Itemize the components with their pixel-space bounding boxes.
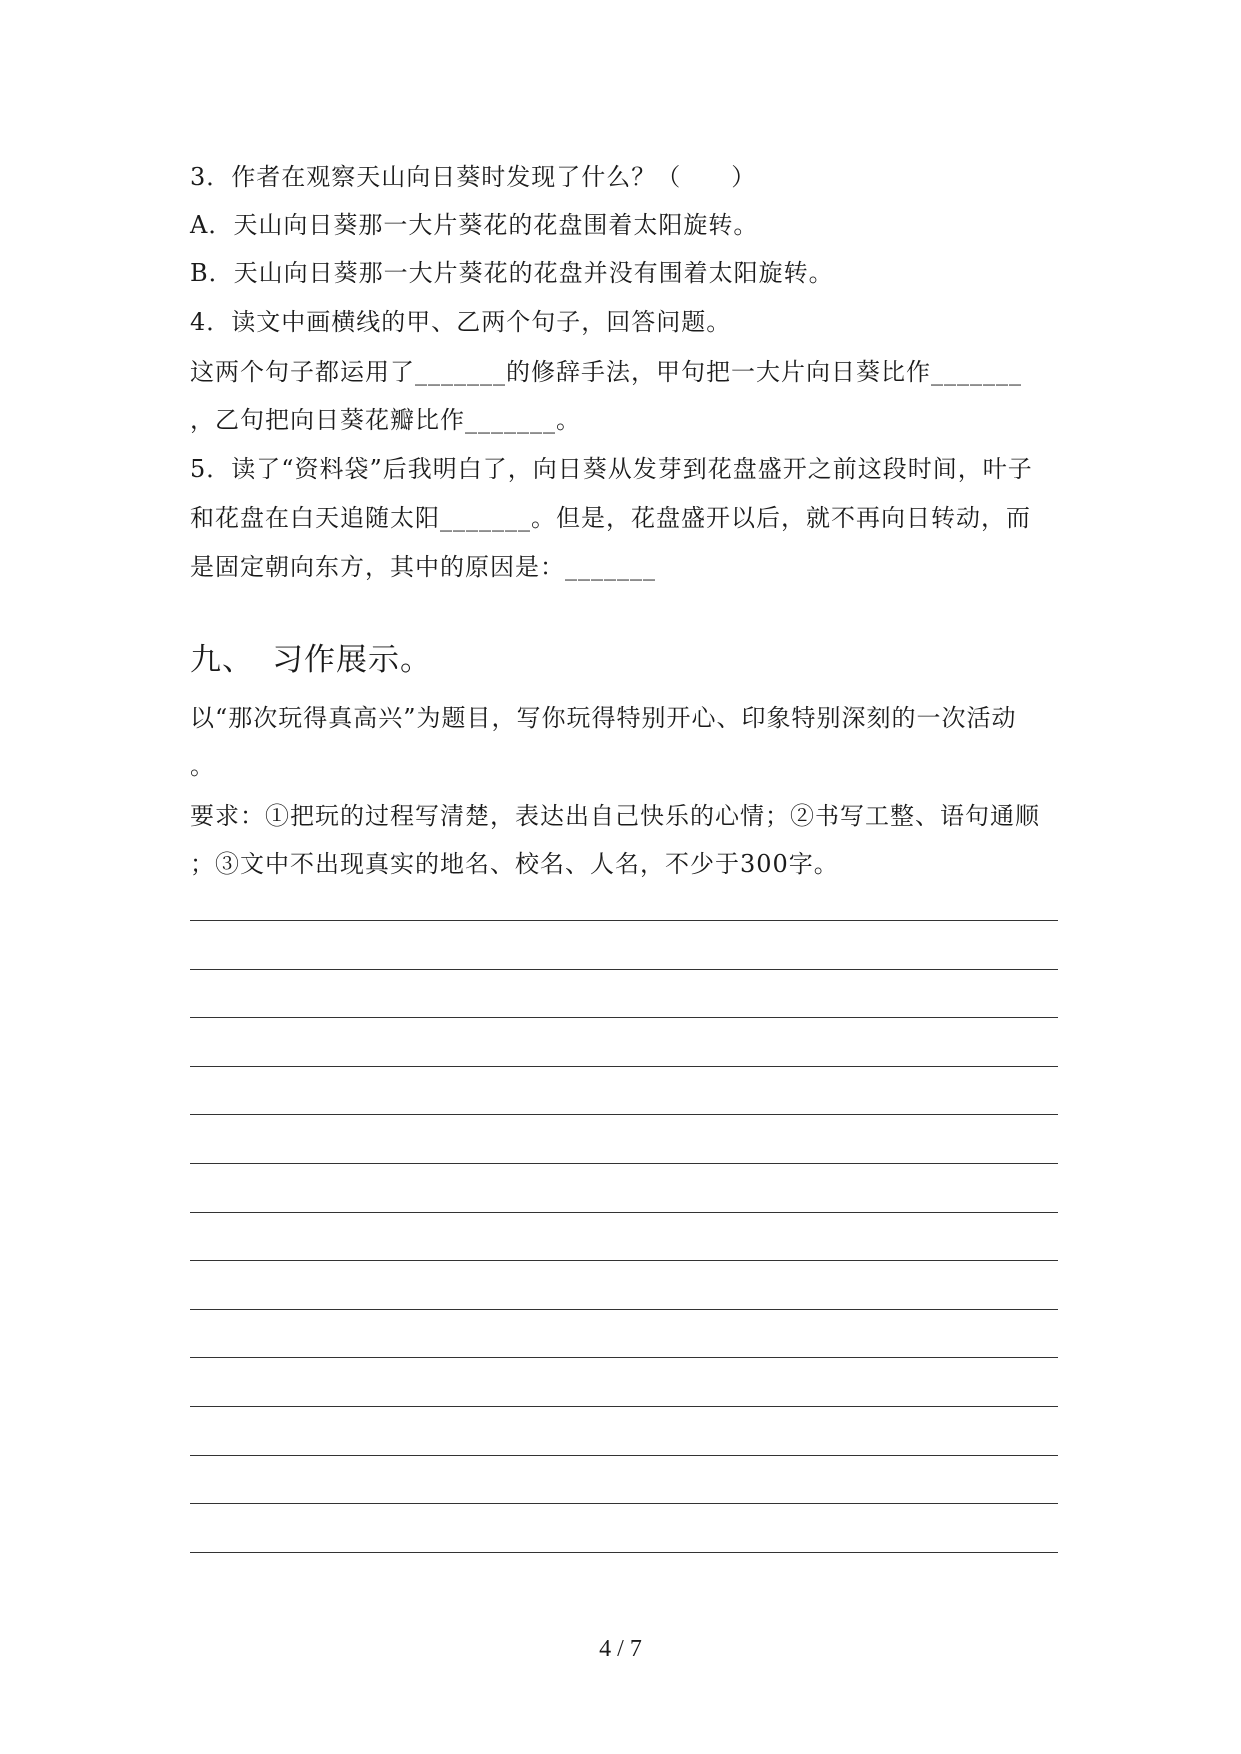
writing-line[interactable] <box>190 1552 1058 1553</box>
writing-line[interactable] <box>190 920 1058 921</box>
writing-line[interactable] <box>190 1017 1058 1018</box>
writing-line[interactable] <box>190 1260 1058 1261</box>
writing-line[interactable] <box>190 1114 1058 1115</box>
section-9-heading <box>190 641 432 679</box>
page-number: 4 / 7 <box>599 1636 642 1662</box>
question-3-option-a: A．天山向日葵那一大片葵花的花盘围着太阳旋转。 <box>190 211 759 239</box>
question-5-line-3: 是固定朝向东方，其中的原因是：_______ <box>190 553 656 581</box>
question-5-line-2: 和花盘在白天追随太阳_______。但是，花盘盛开以后，就不再向日转动，而 <box>190 504 1031 532</box>
section-9-title: 习作展示。 <box>272 642 432 678</box>
writing-line[interactable] <box>190 1503 1058 1504</box>
question-5-line-1: 5．读了“资料袋”后我明白了，向日葵从发芽到花盘盛开之前这段时间，叶子 <box>190 455 1033 483</box>
writing-line[interactable] <box>190 1406 1058 1407</box>
writing-line[interactable] <box>190 1455 1058 1456</box>
writing-line[interactable] <box>190 1309 1058 1310</box>
writing-prompt-line-2: 。 <box>190 752 215 780</box>
question-4-stem: 4．读文中画横线的甲、乙两个句子，回答问题。 <box>190 308 732 336</box>
writing-line[interactable] <box>190 969 1058 970</box>
question-3-option-b: B．天山向日葵那一大片葵花的花盘并没有围着太阳旋转。 <box>190 259 834 287</box>
writing-line[interactable] <box>190 1163 1058 1164</box>
writing-requirements-line-1: 要求：①把玩的过程写清楚，表达出自己快乐的心情；②书写工整、语句通顺 <box>190 802 1040 830</box>
question-3-stem: 3．作者在观察天山向日葵时发现了什么？（ ） <box>190 163 757 191</box>
writing-line[interactable] <box>190 1357 1058 1358</box>
writing-line[interactable] <box>190 1066 1058 1067</box>
writing-line[interactable] <box>190 1212 1058 1213</box>
question-4-line-2: ，乙句把向日葵花瓣比作_______。 <box>190 406 581 434</box>
question-4-line-1: 这两个句子都运用了_______的修辞手法，甲句把一大片向日葵比作_______ <box>190 358 1022 386</box>
writing-prompt-line-1: 以“那次玩得真高兴”为题目，写你玩得特别开心、印象特别深刻的一次活动 <box>190 704 1017 732</box>
writing-requirements-line-2: ；③文中不出现真实的地名、校名、人名，不少于300字。 <box>190 850 839 878</box>
section-9-number: 九、 <box>190 642 254 678</box>
